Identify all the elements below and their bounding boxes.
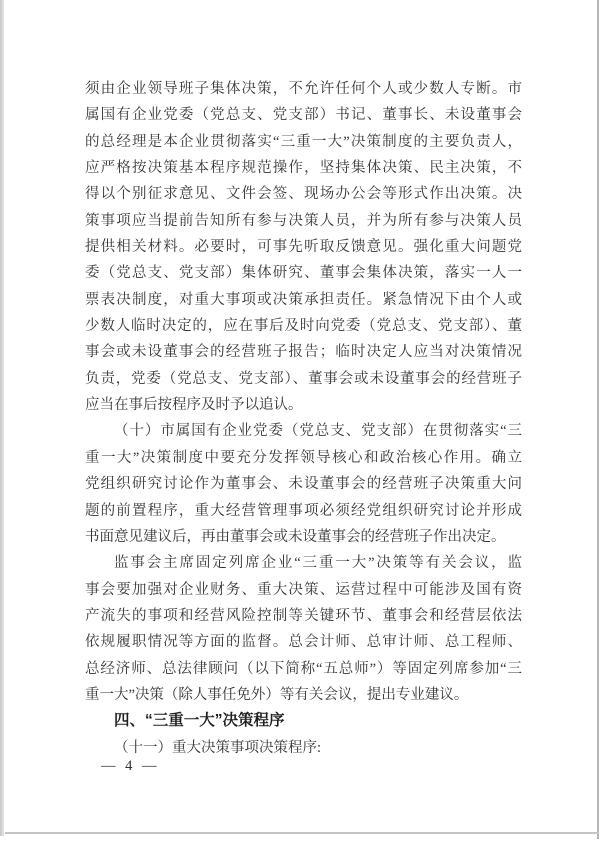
text-line: 应严格按决策基本程序规范操作，坚持集体决策、民主决策，不: [85, 160, 522, 177]
paragraph: [85, 76, 522, 418]
paragraph: [85, 418, 522, 550]
text-line: 应当在事后按程序及时予以追认。: [85, 397, 303, 414]
text-line: 委（党总支、党支部）集体研究、董事会集体决策，落实一人一: [85, 265, 522, 282]
text-line: （十）市属国有企业党委（党总支、党支部）在贯彻落实“三: [114, 423, 522, 440]
text-line: 依规履职情况等方面的监督。总会计师、总审计师、总工程师、: [85, 634, 522, 651]
text-line: 提供相关材料。必要时，可事先听取反馈意见。强化重大问题党: [85, 239, 522, 256]
text-line: 属国有企业党委（党总支、党支部）书记、董事长、未设董事会: [85, 107, 522, 124]
text-line: 少数人临时决定的，应在事后及时向党委（党总支、党支部）、董: [85, 318, 522, 335]
scan-bottom-edge-line: [5, 832, 599, 834]
text-line: 党组织研究讨论作为董事会、未设董事会的经营班子决策重大问: [85, 476, 522, 493]
text-line: 的总经理是本企业贯彻落实“三重一大”决策制度的主要负责人，: [85, 133, 522, 150]
text-line: 负责，党委（党总支、党支部）、董事会或未设董事会的经营班子: [85, 370, 522, 387]
text-line: 得以个别征求意见、文件会签、现场办公会等形式作出决策。决: [85, 186, 522, 203]
text-line: 票表决制度，对重大事项或决策承担责任。紧急情况下由个人或: [85, 291, 522, 308]
scan-left-edge-shadow: [0, 0, 4, 836]
text-line: 监事会主席固定列席企业“三重一大”决策等有关会议，监: [114, 555, 522, 572]
text-line: 策事项应当提前告知所有参与决策人员，并为所有参与决策人员: [85, 212, 522, 229]
text-line: 重一大”决策制度中要充分发挥领导核心和政治核心作用。确立: [85, 449, 522, 466]
paragraph: [85, 550, 522, 708]
text-line: （十一）重大决策事项决策程序:: [114, 739, 322, 756]
text-line: 须由企业领导班子集体决策，不允许任何个人或少数人专断。市: [85, 81, 522, 97]
text-line: 书面意见建议后，再由董事会或未设董事会的经营班子作出决定。: [85, 528, 506, 545]
text-line: 事会或未设董事会的经营班子报告；临时决定人应当对决策情况: [85, 344, 522, 361]
text-line: 总经济师、总法律顾问（以下简称“五总师”）等固定列席参加“三: [85, 660, 522, 677]
document-body: [85, 76, 522, 761]
text-line: 产流失的事项和经营风险控制等关键环节、董事会和经营层依法: [85, 607, 522, 624]
text-line: 事会要加强对企业财务、重大决策、运营过程中可能涉及国有资: [85, 581, 522, 598]
text-line: 题的前置程序，重大经营管理事项必须经党组织研究讨论并形成: [85, 502, 522, 519]
section-heading: [85, 708, 522, 734]
page-number: — 4 —: [101, 758, 160, 774]
heading-line: 四、“三重一大”决策程序: [114, 712, 285, 730]
scan-right-edge-line: [597, 0, 599, 839]
text-line: 重一大”决策（除人事任免外）等有关会议，提出专业建议。: [85, 686, 469, 703]
